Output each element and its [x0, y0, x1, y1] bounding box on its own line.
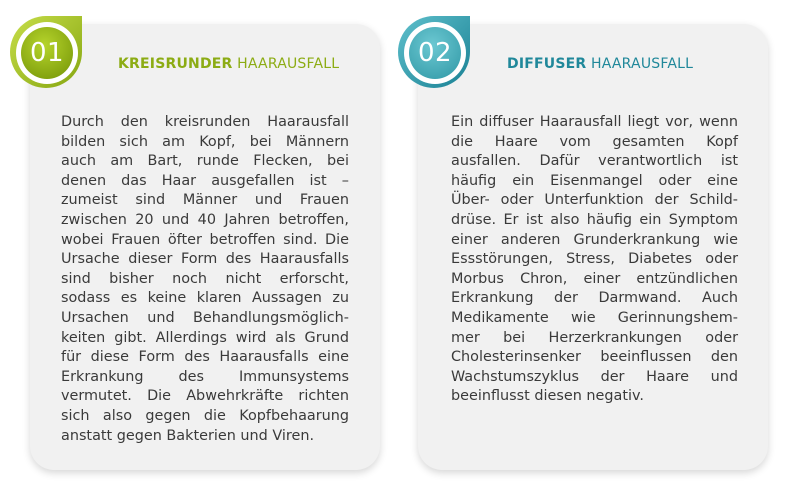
badge-number: 01 — [29, 38, 65, 68]
text-line: bilden sich am Kopf, bei Männern — [61, 133, 349, 150]
text-line: Ursachen und Behandlungsmöglich- — [61, 309, 349, 326]
text-line: sodass es keine klaren Aussagen zu — [61, 290, 349, 307]
text-line: Ursache dieser Form des Haarausfalls — [61, 251, 349, 268]
text-line: Ein diffuser Haarausfall liegt vor, wenn — [451, 114, 738, 130]
text-line: Morbus Chron, einer entzündlichen — [451, 270, 738, 287]
text-line: für diese Form des Haarausfalls eine — [61, 349, 349, 366]
card-title-bold: DIFFUSER — [507, 56, 587, 72]
text-line: Cholesterinsenker beeinflussen den — [451, 349, 738, 366]
card-title-rest: HAARAUSFALL — [586, 56, 694, 72]
text-line: Wachstumszyklus der Haare und — [451, 368, 738, 385]
text-line: keiten gibt. Allerdings wird als Grund — [61, 329, 349, 346]
text-line: mer bei Herzerkrankungen oder — [451, 329, 738, 346]
text-line: Essstörungen, Stress, Diabetes oder — [451, 251, 738, 268]
text-line: Über- oder Unterfunktion der Schild- — [451, 192, 738, 209]
text-line: Durch den kreisrunden Haarausfall — [61, 114, 349, 130]
card-title-bold: KREISRUNDER — [118, 56, 233, 72]
number-badge-02 — [396, 14, 472, 90]
text-line: sind bisher noch nicht erforscht, — [61, 270, 349, 287]
text-line: einer anderen Grunderkrankung wie — [451, 231, 738, 248]
text-line: Erkrankung der Darmwand. Auch — [451, 290, 738, 307]
card-body-text — [451, 113, 738, 407]
text-line: drüse. Er ist also häufig ein Symptom — [451, 211, 738, 228]
text-line: auch am Bart, runde Flecken, bei — [61, 153, 349, 170]
text-line: ausfallen. Dafür verantwortlich ist — [451, 153, 738, 170]
text-line: denen das Haar ausgefallen ist – — [61, 172, 349, 189]
text-line: zumeist sind Männer und Frauen — [61, 192, 349, 209]
card-body-text — [61, 113, 349, 446]
text-line: sich also gegen die Kopfbehaarung — [61, 407, 349, 424]
text-line: anstatt gegen Bakterien und Viren. — [61, 427, 315, 444]
text-line: wobei Frauen öfter betroffen sind. Die — [61, 231, 349, 248]
text-line: Erkrankung des Immunsystems — [61, 368, 349, 385]
text-line: die Haare vom gesamten Kopf — [451, 133, 738, 150]
card-title — [118, 56, 339, 72]
text-line: zwischen 20 und 40 Jahren betroffen, — [61, 211, 349, 228]
card-title-rest: HAARAUSFALL — [232, 56, 340, 72]
number-badge-01 — [8, 14, 84, 90]
text-line: beeinflusst diesen negativ. — [451, 388, 644, 405]
text-line: Medikamente wie Gerinnungshem- — [451, 309, 738, 326]
badge-number: 02 — [417, 38, 453, 68]
card-title — [507, 56, 693, 72]
text-line: häufig ein Eisenmangel oder eine — [451, 172, 738, 189]
text-line: vermutet. Die Abwehrkräfte richten — [61, 388, 349, 405]
